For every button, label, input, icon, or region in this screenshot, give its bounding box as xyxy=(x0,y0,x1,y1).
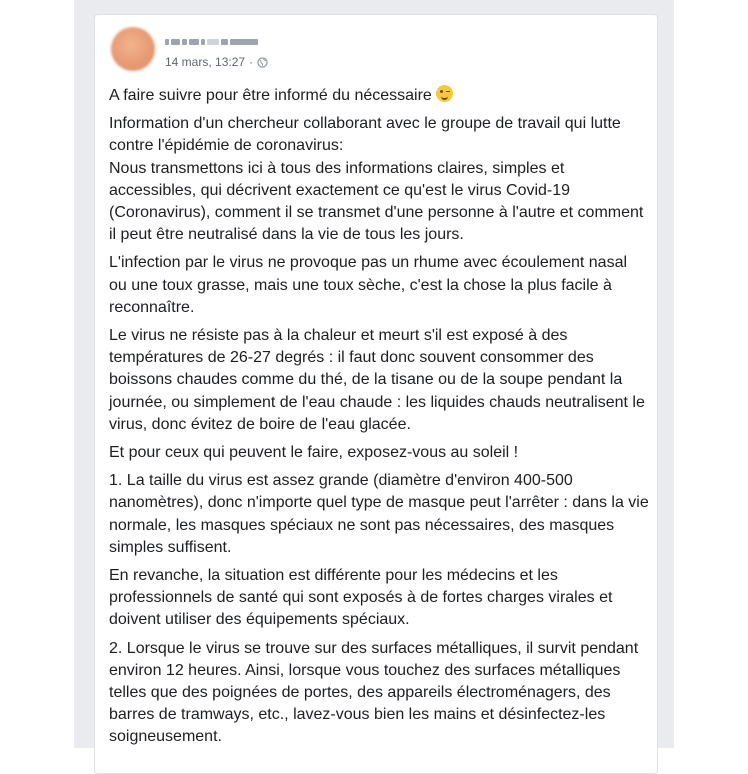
post-paragraph-text: A faire suivre pour être informé du nécessaire xyxy=(109,87,432,104)
post-paragraph: 2. Lorsque le virus se trouve sur des surfaces métalliques, il survit pendant environ 12 heures. Ainsi, lorsque vous touchez des surfaces métalliques telles que des poignées de portes, des appareils électroménagers, des barres de tramways, etc., lavez-vous bien les mains et désinfectez-les soigneusement. xyxy=(109,639,639,746)
post-paragraph: Information d'un chercheur collaborant avec le groupe de travail qui lutte contre l'épidémie de coronavirus: Nous transmettons ici à tous des informations claires, simples et accessibles, qui décrivent exactement ce qu'est le virus Covid-19 (Coronavirus), comment il se transmet d'une personne à l'autre et comment il peut être neutralisé dans la vie de tous les jours. xyxy=(109,115,644,244)
winking-face-emoji-icon xyxy=(436,85,453,102)
post-paragraph xyxy=(109,85,649,107)
author-name-redaction xyxy=(165,36,315,48)
post-paragraph: 1. La taille du virus est assez grande (diamètre d'environ 400-500 nanomètres), donc n'importe quel type de masque peut l'arrêter : dans la vie normale, les masques spéciaux ne sont pas nécessaires, des masques simples suffisent. xyxy=(109,472,649,556)
avatar[interactable] xyxy=(111,27,155,71)
meta-separator: · xyxy=(249,55,254,69)
post-body xyxy=(109,85,649,755)
post-paragraph: Et pour ceux qui peuvent le faire, exposez-vous au soleil ! xyxy=(109,444,519,462)
post-timestamp[interactable]: 14 mars, 13:27 xyxy=(165,55,246,69)
post-paragraph: Le virus ne résiste pas à la chaleur et meurt s'il est exposé à des températures de 26-27 degrés : il faut donc souvent consommer des boissons chaudes comme du thé, de la tisane ou de la soupe pendant la journée, ou simplement de l'eau chaude : les liquides chauds neutralisent le virus, donc évitez de boire de l'eau glacée. xyxy=(109,327,645,433)
post-card xyxy=(94,14,658,774)
globe-icon[interactable] xyxy=(257,57,268,68)
post-paragraph: L'infection par le virus ne provoque pas un rhume avec écoulement nasal ou une toux grasse, mais une toux sèche, c'est la chose la plus facile à reconnaître. xyxy=(109,254,628,316)
post-meta xyxy=(165,55,268,69)
post-paragraph: En revanche, la situation est différente pour les médecins et les professionnels de santé qui sont exposés à de fortes charges virales et doivent utiliser des équipements spéciaux. xyxy=(109,567,613,629)
